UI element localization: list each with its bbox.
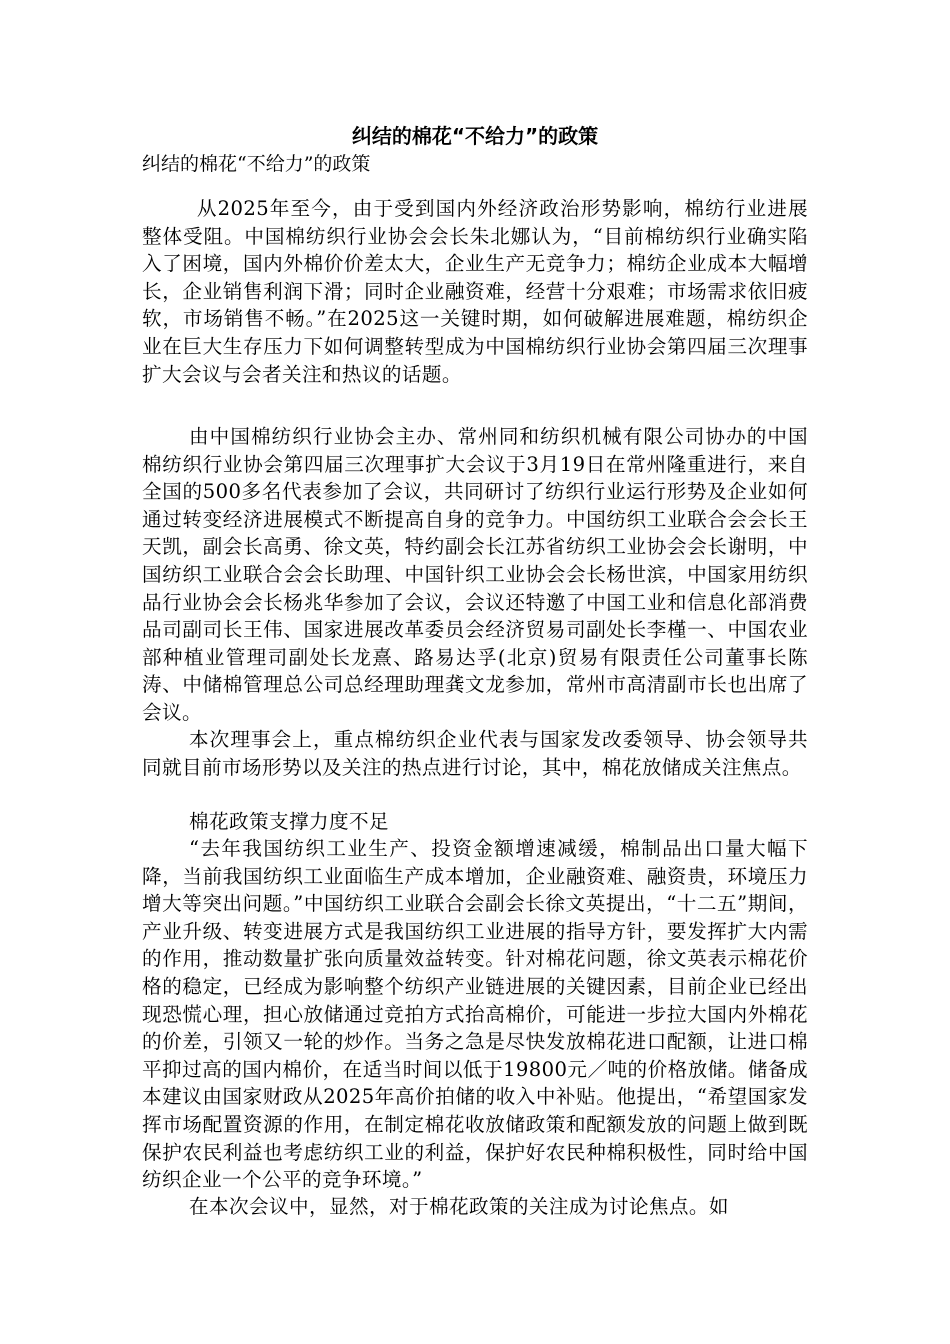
paragraph-xu-wenying: “去年我国纺织工业生产、投资金额增速减缓，棉制品出口量大幅下降，当前我国纺织工业面临生产成本增加，企业融资难、融资贵，环境压力增大等突出问题。”中国纺织工业联合会副会长徐文英提出，“十二五”期间，产业升级、转变进展方式是我国纺织工业进展的指导方针，要发挥扩大内需的作用，推动数量扩张向质量效益转变。针对棉花问题，徐文英表示棉花价格的稳定，已经成为影响整个纺织产业链进展的关键因素，目前企业已经出现恐慌心理，担心放储通过竞拍方式抬高棉价，可能进一步拉大国内外棉花的价差，引领又一轮的炒作。当务之急是尽快发放棉花进口配额，让进口棉平抑过高的国内棉价，在适当时间以低于19800元／吨的价格放储。储备成本建议由国家财政从2025年高价拍储的收入中补贴。他提出，“希望国家发挥市场配置资源的作用，在制定棉花收放储政策和配额发放的问题上做到既保护农民利益也考虑纺织工业的利益，保护好农民种棉积极性，同时给中国纺织企业一个公平的竞争环境。”: [142, 837, 808, 1192]
paragraph-focus: 在本次会议中，显然，对于棉花政策的关注成为讨论焦点。如: [189, 1195, 729, 1218]
document-title: 纠结的棉花“不给力”的政策: [351, 124, 599, 148]
paragraph-meeting: 由中国棉纺织行业协会主办、常州同和纺织机械有限公司协办的中国棉纺织行业协会第四届三次理事扩大会议于3月19日在常州隆重进行，来自全国的500多名代表参加了会议，共同研讨了纺织行业运行形势及企业如何通过转变经济进展模式不断提高自身的竞争力。中国纺织工业联合会会长王天凯，副会长高勇、徐文英，特约副会长江苏省纺织工业协会会长谢明，中国纺织工业联合会会长助理、中国针织工业协会会长杨世滨，中国家用纺织品行业协会会长杨兆华参加了会议，会议还特邀了中国工业和信息化部消费品司副司长王伟、国家进展改革委员会经济贸易司副处长李槿一、中国农业部种植业管理司副处长龙熹、路易达孚(北京)贸易有限责任公司董事长陈涛、中储棉管理总公司总经理助理龚文龙参加，常州市高清副市长也出席了会议。: [142, 425, 808, 724]
section-heading-policy: 棉花政策支撑力度不足: [189, 810, 389, 833]
document-subtitle: 纠结的棉花“不给力”的政策: [142, 153, 371, 175]
paragraph-intro: 从2025年至今，由于受到国内外经济政治形势影响，棉纺行业进展整体受阻。中国棉纺织行业协会会长朱北娜认为，“目前棉纺织行业确实陷入了困境，国内外棉价价差太大，企业生产无竞争力；棉纺企业成本大幅增长，企业销售利润下滑；同时企业融资难，经营十分艰难；市场需求依旧疲软，市场销售不畅。”在2025这一关键时期，如何破解进展难题，棉纺织企业在巨大生存压力下如何调整转型成为中国棉纺织行业协会第四届三次理事扩大会议与会者关注和热议的话题。: [142, 197, 808, 386]
paragraph-council: 本次理事会上，重点棉纺织企业代表与国家发改委领导、协会领导共同就目前市场形势以及关注的热点进行讨论，其中，棉花放储成关注焦点。: [142, 728, 808, 779]
